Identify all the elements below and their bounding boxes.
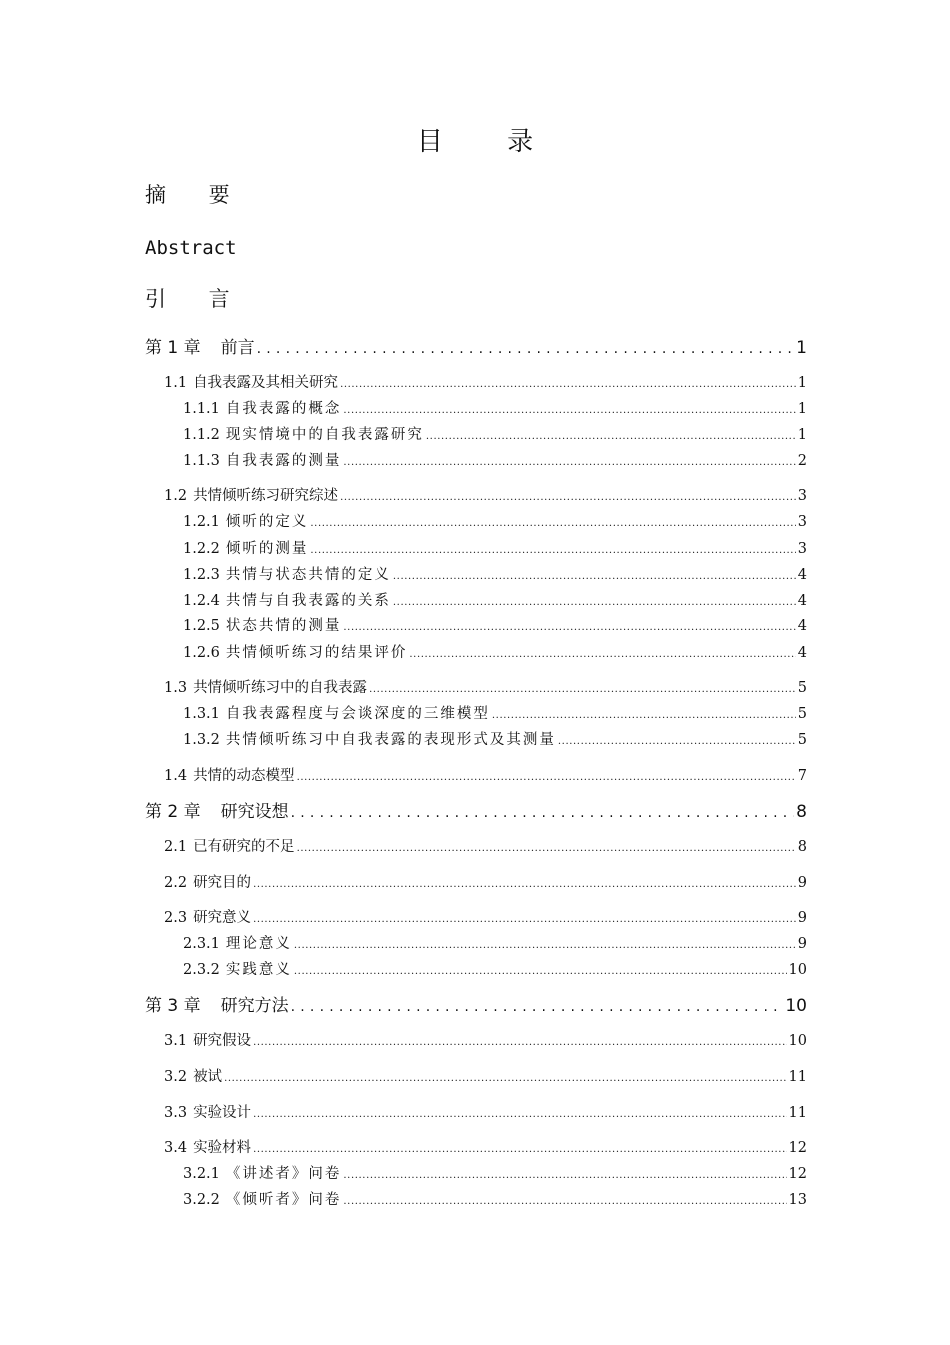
toc-entry-label — [183, 512, 308, 532]
toc-dot-leader — [558, 732, 796, 752]
page-title: 目 录 — [416, 127, 562, 157]
toc-subsection-entry[interactable] — [183, 512, 807, 534]
toc-subsection-entry[interactable] — [183, 704, 807, 726]
toc-entry-label — [164, 1103, 251, 1123]
toc-entry-label — [145, 336, 255, 360]
toc-entry-title: 倾听的定义 — [225, 514, 309, 530]
toc-dot-leader — [310, 514, 795, 534]
toc-entry-title: 研究假设 — [193, 1033, 252, 1049]
toc-entry-number: 3.4 — [164, 1140, 188, 1156]
toc-dot-leader — [343, 453, 795, 473]
toc-page-number: 5 — [797, 706, 807, 722]
toc-entry-label — [164, 486, 338, 506]
toc-section-entry[interactable] — [164, 766, 807, 788]
toc-entry-label — [164, 908, 251, 928]
toc-entry-label — [183, 1190, 341, 1210]
toc-entry-title: 实验设计 — [193, 1105, 252, 1121]
toc-dot-leader — [253, 1140, 786, 1160]
toc-dot-leader — [393, 593, 796, 613]
toc-page-number: 1 — [797, 427, 807, 443]
toc-entry-number: 1.1.1 — [183, 401, 220, 417]
toc-dot-leader — [492, 706, 796, 726]
toc-entry-label — [164, 373, 338, 393]
toc-page-number: 9 — [797, 936, 807, 952]
toc-entry-title: 共情倾听练习的结果评价 — [225, 645, 408, 661]
toc-page-number: 5 — [797, 732, 807, 748]
toc-entry-number: 1.3.2 — [183, 732, 220, 748]
toc-dot-leader — [253, 875, 796, 895]
toc-entry-title: 实践意义 — [225, 962, 292, 978]
toc-subsection-entry[interactable] — [183, 451, 807, 473]
toc-entry-label — [183, 565, 391, 585]
toc-entry-number: 第 2 章 — [145, 802, 201, 822]
toc-entry-number: 1.2.3 — [183, 567, 220, 583]
toc-dot-leader — [343, 1166, 786, 1186]
toc-entry-number: 3.3 — [164, 1105, 188, 1121]
toc-entry-title: 被试 — [193, 1069, 223, 1085]
toc-subsection-entry[interactable] — [183, 539, 807, 561]
toc-entry-number: 1.2.5 — [183, 618, 220, 634]
toc-dot-leader — [369, 680, 796, 700]
toc-subsection-entry[interactable] — [183, 1190, 807, 1212]
toc-page-number: 12 — [788, 1140, 807, 1156]
toc-entry-title: 共情倾听练习中自我表露的表现形式及其测量 — [225, 732, 556, 748]
toc-page-number: 3 — [797, 514, 807, 530]
toc-page-number: 8 — [796, 802, 807, 822]
toc-entry-number: 3.2.1 — [183, 1166, 220, 1182]
toc-dot-leader — [409, 645, 795, 665]
toc-entry-label — [183, 616, 341, 636]
toc-dot-leader — [343, 401, 795, 421]
toc-page-number: 9 — [797, 875, 807, 891]
toc-dot-leader — [224, 1069, 786, 1089]
toc-entry-title: 自我表露及其相关研究 — [193, 375, 339, 391]
toc-entry-title: 自我表露的概念 — [225, 401, 342, 417]
toc-dot-leader — [253, 1033, 786, 1053]
toc-page-number: 10 — [785, 996, 807, 1016]
toc-entry-label — [164, 1067, 222, 1087]
toc-subsection-entry[interactable] — [183, 1164, 807, 1186]
toc-entry-title: 研究目的 — [193, 875, 252, 891]
toc-entry-number: 3.2.2 — [183, 1192, 220, 1208]
toc-entry-number: 3.1 — [164, 1033, 188, 1049]
toc-subsection-entry[interactable] — [183, 730, 807, 752]
toc-entry-number: 1.1.2 — [183, 427, 220, 443]
toc-entry-title: 共情倾听练习中的自我表露 — [193, 680, 368, 696]
toc-entry-title: 状态共情的测量 — [225, 618, 342, 634]
toc-dot-leader — [426, 427, 796, 447]
toc-entry-title: 现实情境中的自我表露研究 — [225, 427, 424, 443]
toc-subsection-entry[interactable] — [183, 643, 807, 665]
toc-dot-leader — [291, 801, 795, 825]
toc-page-number: 2 — [797, 453, 807, 469]
toc-entry-label — [183, 1164, 341, 1184]
toc-entry-number: 第 3 章 — [145, 996, 201, 1016]
toc-entry-label — [183, 730, 556, 750]
toc-dot-leader — [253, 910, 796, 930]
toc-entry-number: 1.2 — [164, 488, 188, 504]
toc-entry-label — [183, 960, 292, 980]
toc-entry-title: 前言 — [220, 338, 255, 358]
toc-chapter-entry[interactable] — [145, 994, 807, 1019]
toc-entry-number: 1.2.4 — [183, 593, 220, 609]
toc-entry-number: 1.1 — [164, 375, 188, 391]
toc-subsection-entry[interactable] — [183, 591, 807, 613]
toc-dot-leader — [340, 488, 796, 508]
toc-section-entry[interactable] — [164, 873, 807, 895]
toc-page-number: 4 — [797, 567, 807, 583]
toc-dot-leader — [297, 768, 796, 788]
toc-entry-number: 2.3.2 — [183, 962, 220, 978]
toc-entry-label — [164, 766, 295, 786]
toc-page-number: 10 — [788, 1033, 807, 1049]
toc-chapter-entry[interactable] — [145, 800, 807, 825]
toc-entry-title: 研究意义 — [193, 910, 252, 926]
toc-entry-label — [183, 425, 424, 445]
toc-dot-leader — [343, 1192, 786, 1212]
toc-entry-title: 《倾听者》问卷 — [225, 1192, 342, 1208]
toc-dot-leader — [297, 839, 796, 859]
toc-entry-number: 1.2.6 — [183, 645, 220, 661]
toc-entry-label — [145, 994, 289, 1018]
toc-subsection-entry[interactable] — [183, 934, 807, 956]
toc-page-number: 1 — [797, 375, 807, 391]
toc-entry-number: 1.3.1 — [183, 706, 220, 722]
toc-page-number: 8 — [797, 839, 807, 855]
toc-entry-title: 倾听的测量 — [225, 541, 309, 557]
toc-subsection-entry[interactable] — [183, 565, 807, 587]
intro-heading[interactable]: 引 言 — [145, 287, 248, 311]
toc-page-number: 5 — [797, 680, 807, 696]
toc-entry-label — [183, 704, 490, 724]
toc-entry-number: 2.1 — [164, 839, 188, 855]
toc-entry-title: 共情的动态模型 — [193, 768, 295, 784]
toc-subsection-entry[interactable] — [183, 399, 807, 421]
toc-entry-number: 1.2.2 — [183, 541, 220, 557]
toc-dot-leader — [294, 962, 787, 982]
toc-entry-label — [164, 1138, 251, 1158]
toc-entry-label — [183, 539, 308, 559]
toc-dot-leader — [257, 337, 795, 361]
toc-section-entry[interactable] — [164, 837, 807, 859]
toc-page-number: 3 — [797, 488, 807, 504]
toc-entry-label — [183, 591, 391, 611]
toc-entry-label — [183, 643, 407, 663]
toc-entry-label — [145, 800, 289, 824]
toc-entry-label — [164, 1031, 251, 1051]
toc-entry-title: 实验材料 — [193, 1140, 252, 1156]
toc-entry-label — [183, 934, 292, 954]
toc-section-entry[interactable] — [164, 1067, 807, 1089]
toc-entry-number: 1.3 — [164, 680, 188, 696]
toc-entry-title: 共情与状态共情的定义 — [225, 567, 391, 583]
toc-page-number: 1 — [797, 401, 807, 417]
toc-entry-number: 2.3 — [164, 910, 188, 926]
toc-entry-label — [183, 399, 341, 419]
toc-section-entry[interactable] — [164, 373, 807, 395]
toc-page-number: 3 — [797, 541, 807, 557]
toc-page-number: 1 — [796, 338, 807, 358]
toc-section-entry[interactable] — [164, 678, 807, 700]
toc-entry-title: 研究方法 — [220, 996, 289, 1016]
abstract-en-heading[interactable]: Abstract — [145, 237, 237, 259]
toc-entry-title: 自我表露程度与会谈深度的三维模型 — [225, 706, 490, 722]
toc-page-number: 13 — [788, 1192, 807, 1208]
toc-page-number: 9 — [797, 910, 807, 926]
toc-page-number: 7 — [797, 768, 807, 784]
toc-chapter-entry[interactable] — [145, 336, 807, 361]
toc-entry-title: 共情倾听练习研究综述 — [193, 488, 339, 504]
toc-entry-title: 共情与自我表露的关系 — [225, 593, 391, 609]
toc-entry-title: 已有研究的不足 — [193, 839, 295, 855]
toc-entry-label — [164, 837, 295, 857]
toc-entry-label — [164, 873, 251, 893]
toc-page-number: 4 — [797, 593, 807, 609]
toc-section-entry[interactable] — [164, 1103, 807, 1125]
toc-entry-number: 1.4 — [164, 768, 188, 784]
toc-entry-label — [183, 451, 341, 471]
toc-entry-title: 理论意义 — [225, 936, 292, 952]
toc-page-number: 12 — [788, 1166, 807, 1182]
toc-dot-leader — [393, 567, 796, 587]
toc-section-entry[interactable] — [164, 1031, 807, 1053]
toc-dot-leader — [253, 1105, 786, 1125]
toc-section-entry[interactable] — [164, 908, 807, 930]
toc-entry-number: 2.2 — [164, 875, 188, 891]
toc-page-number: 11 — [788, 1105, 807, 1121]
toc-entry-number: 2.3.1 — [183, 936, 220, 952]
toc-page-number: 10 — [788, 962, 807, 978]
toc-entry-number: 3.2 — [164, 1069, 188, 1085]
toc-page-number: 4 — [797, 645, 807, 661]
toc-entry-title: 《讲述者》问卷 — [225, 1166, 342, 1182]
toc-entry-number: 1.2.1 — [183, 514, 220, 530]
toc-page-number: 11 — [788, 1069, 807, 1085]
toc-subsection-entry[interactable] — [183, 425, 807, 447]
toc-dot-leader — [340, 375, 796, 395]
toc-entry-title: 研究设想 — [220, 802, 289, 822]
toc-entry-number: 第 1 章 — [145, 338, 201, 358]
toc-dot-leader — [291, 995, 784, 1019]
toc-page-number: 4 — [797, 618, 807, 634]
toc-dot-leader — [343, 618, 795, 638]
toc-section-entry[interactable] — [164, 1138, 807, 1160]
toc-entry-number: 1.1.3 — [183, 453, 220, 469]
toc-section-entry[interactable] — [164, 486, 807, 508]
toc-entry-title: 自我表露的测量 — [225, 453, 342, 469]
toc-dot-leader — [310, 541, 795, 561]
abstract-cn-heading[interactable]: 摘 要 — [145, 183, 248, 207]
toc-subsection-entry[interactable] — [183, 616, 807, 638]
toc-subsection-entry[interactable] — [183, 960, 807, 982]
toc-entry-label — [164, 678, 367, 698]
toc-dot-leader — [294, 936, 796, 956]
